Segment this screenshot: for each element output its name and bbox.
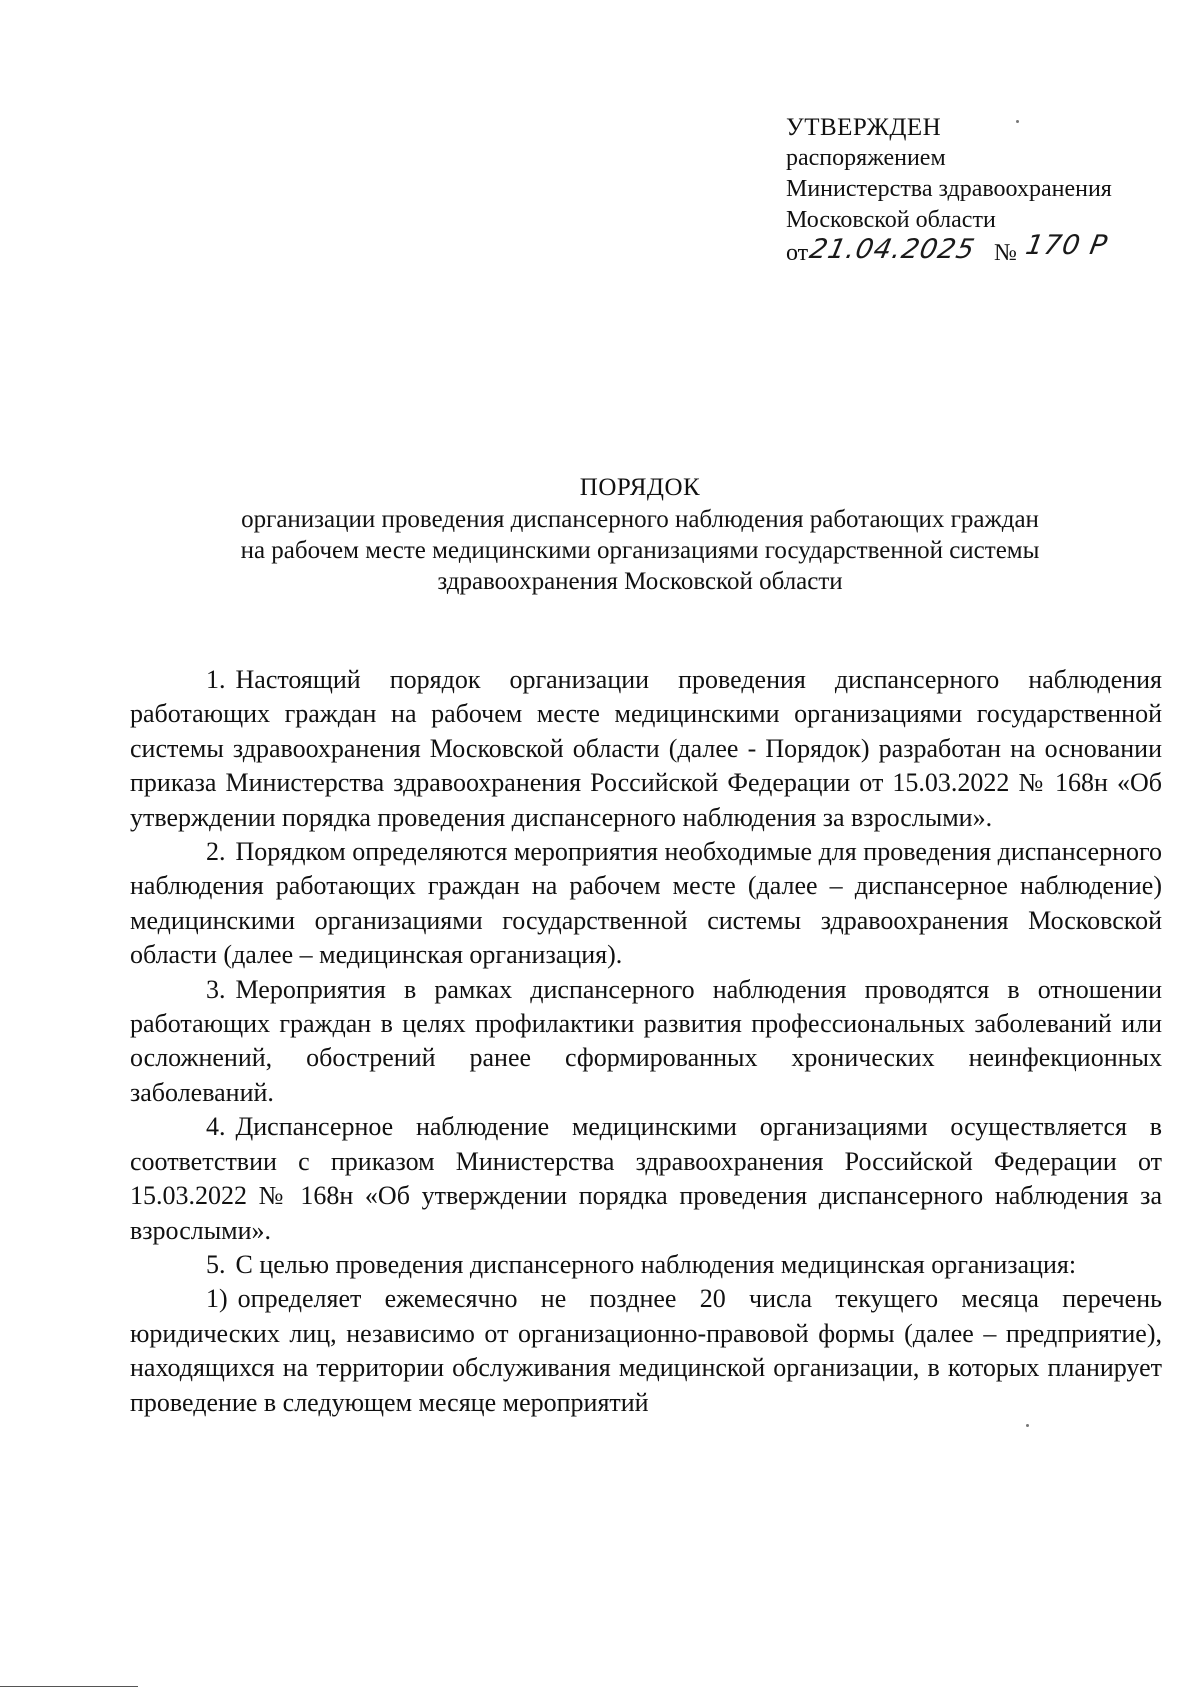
approval-line-1: распоряжением (786, 145, 946, 171)
paragraph-2 (130, 835, 1162, 973)
paragraph-number: 3. (206, 974, 226, 1004)
title-line-3: здравоохранения Московской области (437, 568, 843, 595)
handwritten-number: 170 Р (1023, 230, 1111, 261)
paragraph-text: Порядком определяются мероприятия необходимые для проведения диспансерного наблюдения работающих граждан на рабочем месте (далее – диспансерное наблюдение) медицинскими организациями государственной системы здравоохранения Московской области (далее – медицинская организация). (130, 837, 1162, 970)
paragraph-text: Диспансерное наблюдение медицинскими организациями осуществляется в соответствии с приказом Министерства здравоохранения Российской Федерации от 15.03.2022 № 168н «Об утверждении порядка проведения диспансерного наблюдения за взрослыми». (130, 1112, 1162, 1245)
approval-date-line (786, 230, 1186, 276)
document-title (140, 472, 1140, 597)
approved-heading: УТВЕРЖДЕН (786, 114, 942, 141)
paragraph-number: 2. (206, 837, 226, 867)
title-line-1: организации проведения диспансерного наблюдения работающих граждан (241, 506, 1039, 533)
paragraph-number: 5. (206, 1249, 226, 1279)
paragraph-text: Настоящий порядок организации проведения диспансерного наблюдения работающих граждан на рабочем месте медицинскими организациями государственной системы здравоохранения Московской области (далее - Порядок) разработан на основании приказа Министерства здравоохранения Российской Федерации от 15.03.2022 № 168н «Об утверждении порядка проведения диспансерного наблюдения за взрослыми». (130, 665, 1162, 832)
approval-line-2: Министерства здравоохранения (786, 176, 1112, 202)
subparagraph-1 (130, 1282, 1162, 1420)
number-sign: № (994, 240, 1017, 266)
scan-edge-line (0, 1686, 138, 1687)
paragraph-3 (130, 973, 1162, 1111)
approval-stamp (786, 112, 1186, 276)
paragraph-number: 4. (206, 1112, 226, 1142)
paragraph-4 (130, 1110, 1162, 1248)
subparagraph-text: определяет ежемесячно не позднее 20 числа текущего месяца перечень юридических лиц, независимо от организационно-правовой формы (далее – предприятие), находящихся на территории обслуживания медицинской организации, в которых планирует проведение в следующем месяце мероприятий (130, 1284, 1162, 1417)
title-line-2: на рабочем месте медицинскими организациями государственной системы (240, 537, 1040, 564)
title-heading: ПОРЯДОК (579, 474, 701, 501)
date-prefix: от (786, 240, 809, 266)
scan-speck (1026, 1424, 1029, 1427)
paragraph-number: 1. (206, 665, 226, 694)
handwritten-date: 21.04.2025 (806, 234, 978, 265)
approval-line-3: Московской области (786, 207, 996, 233)
paragraph-1 (130, 663, 1162, 835)
paragraph-5 (130, 1248, 1162, 1282)
paragraph-text: Мероприятия в рамках диспансерного наблюдения проводятся в отношении работающих граждан в целях профилактики развития профессиональных заболеваний или осложнений, обострений ранее сформированных хронических неинфекционных заболеваний. (130, 974, 1162, 1107)
scan-speck (1016, 120, 1019, 123)
paragraph-text: С целью проведения диспансерного наблюдения медицинская организация: (235, 1249, 1077, 1279)
document-body (130, 663, 1162, 1420)
subparagraph-number: 1) (206, 1284, 228, 1314)
